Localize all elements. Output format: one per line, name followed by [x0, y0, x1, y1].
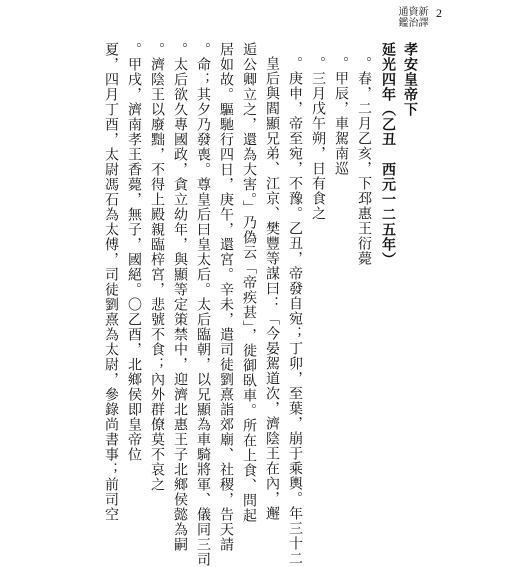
text-column: 濟陰王以廢黜，不得上殿親臨梓宮，悲號不食；內外群僚莫不哀之。	[149, 42, 165, 492]
text-column: 命；其夕乃發喪。尊皇后曰皇太后。太后臨朝，以兄顯為車騎將軍、儀同三司。	[195, 42, 211, 567]
text-column: 皇后與閻顯兄弟、江京、樊豐等謀曰：「今晏駕道次，濟陰王在內，邂	[264, 56, 280, 521]
text-column: 夏，四月丁酉，太尉馮石為太傅，司徒劉熹為太尉，參錄尚書事；前司空	[103, 42, 119, 522]
text-column: 居如故。驅馳行四日，庚午，還宮。辛未，遣司徒劉熹詣郊廟、社稷，告天請	[218, 42, 234, 552]
text-column: 庚申，帝至宛，不豫。乙丑，帝發自宛；丁卯，至葉，崩于乘輿。年三十二。	[287, 56, 303, 566]
text-column: 甲辰，車駕南巡。	[333, 56, 349, 176]
text-column: 三月戊午朔，日有食之。	[310, 56, 326, 221]
running-title: 新譯資治通鑑	[396, 6, 427, 28]
text-column: 逅公卿立之，還為大害。」乃偽云「帝疾甚」，徙御臥車。所在上食、問起	[241, 42, 257, 523]
page-number: 2	[436, 6, 442, 20]
text-column: 太后欲久專國政，貪立幼年，與顯等定策禁中，迎濟北惠王子北鄉侯懿為嗣。	[172, 42, 188, 552]
vertical-text-body	[100, 42, 420, 567]
text-column: 甲戌，濟南孝王香薨，無子，國絕。〇乙酉，北鄉侯即皇帝位。	[126, 42, 142, 462]
text-column: 春，二月乙亥，下邳惠王衍薨。	[356, 56, 372, 266]
page-header	[0, 6, 520, 36]
year-heading: 延光四年（乙丑 西元一二五年）	[380, 42, 396, 267]
chapter-heading: 孝安皇帝下	[402, 42, 418, 117]
